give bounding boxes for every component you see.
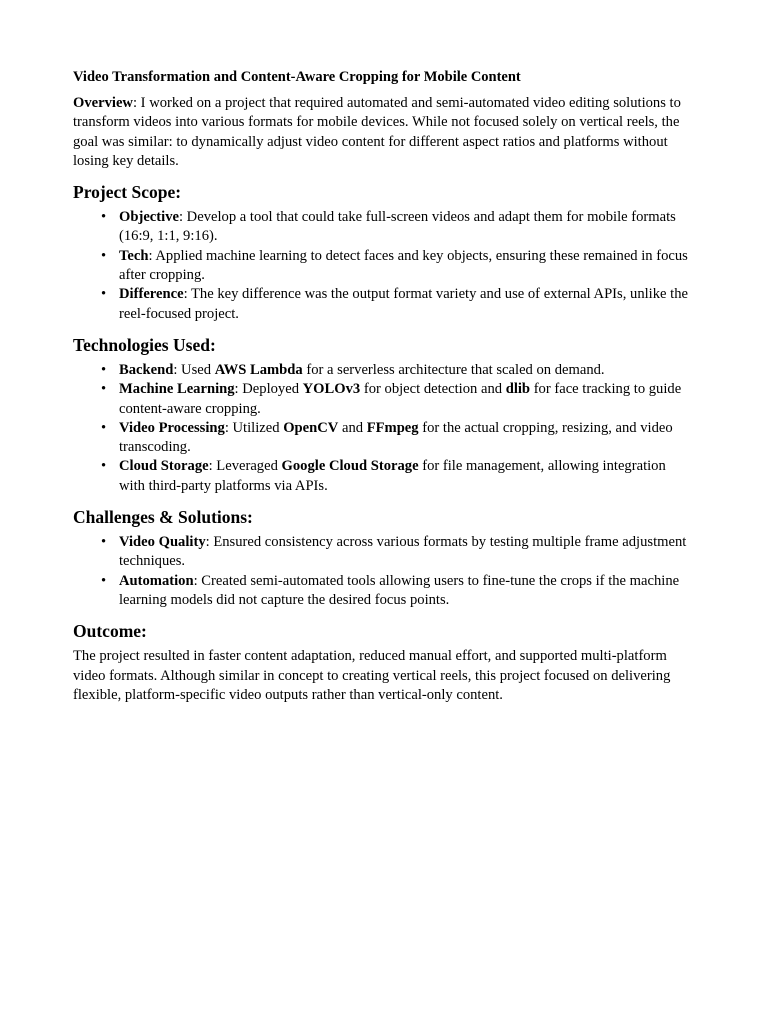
item-label: Cloud Storage — [119, 458, 209, 475]
item-label: Backend — [119, 361, 174, 378]
item-text: for file management, allowing integration with third-party platforms via APIs. — [119, 458, 666, 494]
bullet-icon: • — [101, 286, 107, 303]
item-emphasis: AWS Lambda — [214, 361, 303, 378]
item-text: : Applied machine learning to detect faces and key objects, ensuring these remained in focus after cropping. — [119, 247, 688, 284]
item-text: for a serverless architecture that scaled on demand. — [302, 361, 605, 378]
item-text: : Utilized — [224, 419, 284, 436]
list-item — [101, 419, 693, 458]
item-emphasis: dlib — [505, 381, 531, 398]
item-label: Video Quality — [119, 534, 206, 551]
bullet-icon: • — [101, 247, 107, 264]
bullet-icon: • — [101, 572, 107, 589]
document-page — [73, 68, 693, 705]
item-text: for face tracking to guide content-aware cropping. — [119, 381, 682, 417]
technologies-list — [73, 361, 693, 496]
item-text: for object detection and — [360, 381, 506, 398]
technologies-heading: Technologies Used: — [73, 334, 216, 355]
challenges-heading: Challenges & Solutions: — [73, 507, 253, 528]
bullet-icon: • — [101, 458, 107, 475]
list-item — [101, 572, 693, 611]
item-label: Video Processing — [119, 419, 225, 436]
item-label: Machine Learning — [119, 381, 235, 398]
overview-paragraph — [73, 94, 693, 171]
item-emphasis: YOLOv3 — [302, 381, 361, 398]
item-text: : Created semi-automated tools allowing users to fine-tune the crops if the machine learning models did not capture the desired focus points. — [119, 572, 680, 608]
list-item — [101, 208, 693, 247]
item-label: Difference — [119, 286, 184, 303]
item-text: : Used — [173, 361, 215, 378]
list-item — [101, 247, 693, 286]
list-item — [101, 533, 693, 572]
item-text: : Develop a tool that could take full-screen videos and adapt them for mobile formats (16:9, 1:1, 9:16). — [119, 209, 676, 245]
bullet-icon: • — [101, 361, 107, 378]
project-scope-heading: Project Scope: — [73, 182, 182, 203]
item-emphasis: Google Cloud Storage — [281, 458, 419, 475]
item-text: : Ensured consistency across various formats by testing multiple frame adjustment techniques. — [119, 534, 687, 570]
list-item — [101, 361, 693, 380]
bullet-icon: • — [101, 534, 107, 551]
item-label: Automation — [119, 572, 194, 589]
item-label: Tech — [119, 247, 149, 264]
item-label: Objective — [119, 209, 179, 226]
item-text: and — [338, 419, 367, 436]
list-item — [101, 380, 693, 419]
outcome-heading: Outcome: — [73, 621, 147, 642]
bullet-icon: • — [101, 419, 107, 436]
list-item — [101, 285, 693, 324]
item-emphasis: OpenCV — [283, 419, 339, 436]
item-text: for the actual cropping, resizing, and video transcoding. — [119, 419, 673, 456]
overview-label: Overview — [73, 95, 133, 111]
item-text: : The key difference was the output format variety and use of external APIs, unlike the reel-focused project. — [119, 286, 688, 322]
bullet-icon: • — [101, 209, 107, 226]
project-scope-list — [73, 208, 693, 324]
outcome-paragraph: The project resulted in faster content adaptation, reduced manual effort, and supported multi-platform video formats. Although similar in concept to creating vertical reels, this project focused on delivering flexible, platform-specific video outputs rather than vertical-only content. — [73, 648, 671, 703]
list-item — [101, 457, 693, 496]
item-text: : Leveraged — [208, 458, 282, 475]
document-title: Video Transformation and Content-Aware Cropping for Mobile Content — [73, 69, 521, 85]
challenges-list — [73, 533, 693, 610]
overview-text: : I worked on a project that required automated and semi-automated video editing solutions to transform videos into various formats for mobile devices. While not focused solely on vertical reels, the goal was similar: to dynamically adjust video content for different aspect ratios and platforms without losing key details. — [73, 95, 681, 169]
item-text: : Deployed — [234, 381, 303, 398]
item-emphasis: FFmpeg — [366, 419, 419, 436]
bullet-icon: • — [101, 381, 107, 398]
